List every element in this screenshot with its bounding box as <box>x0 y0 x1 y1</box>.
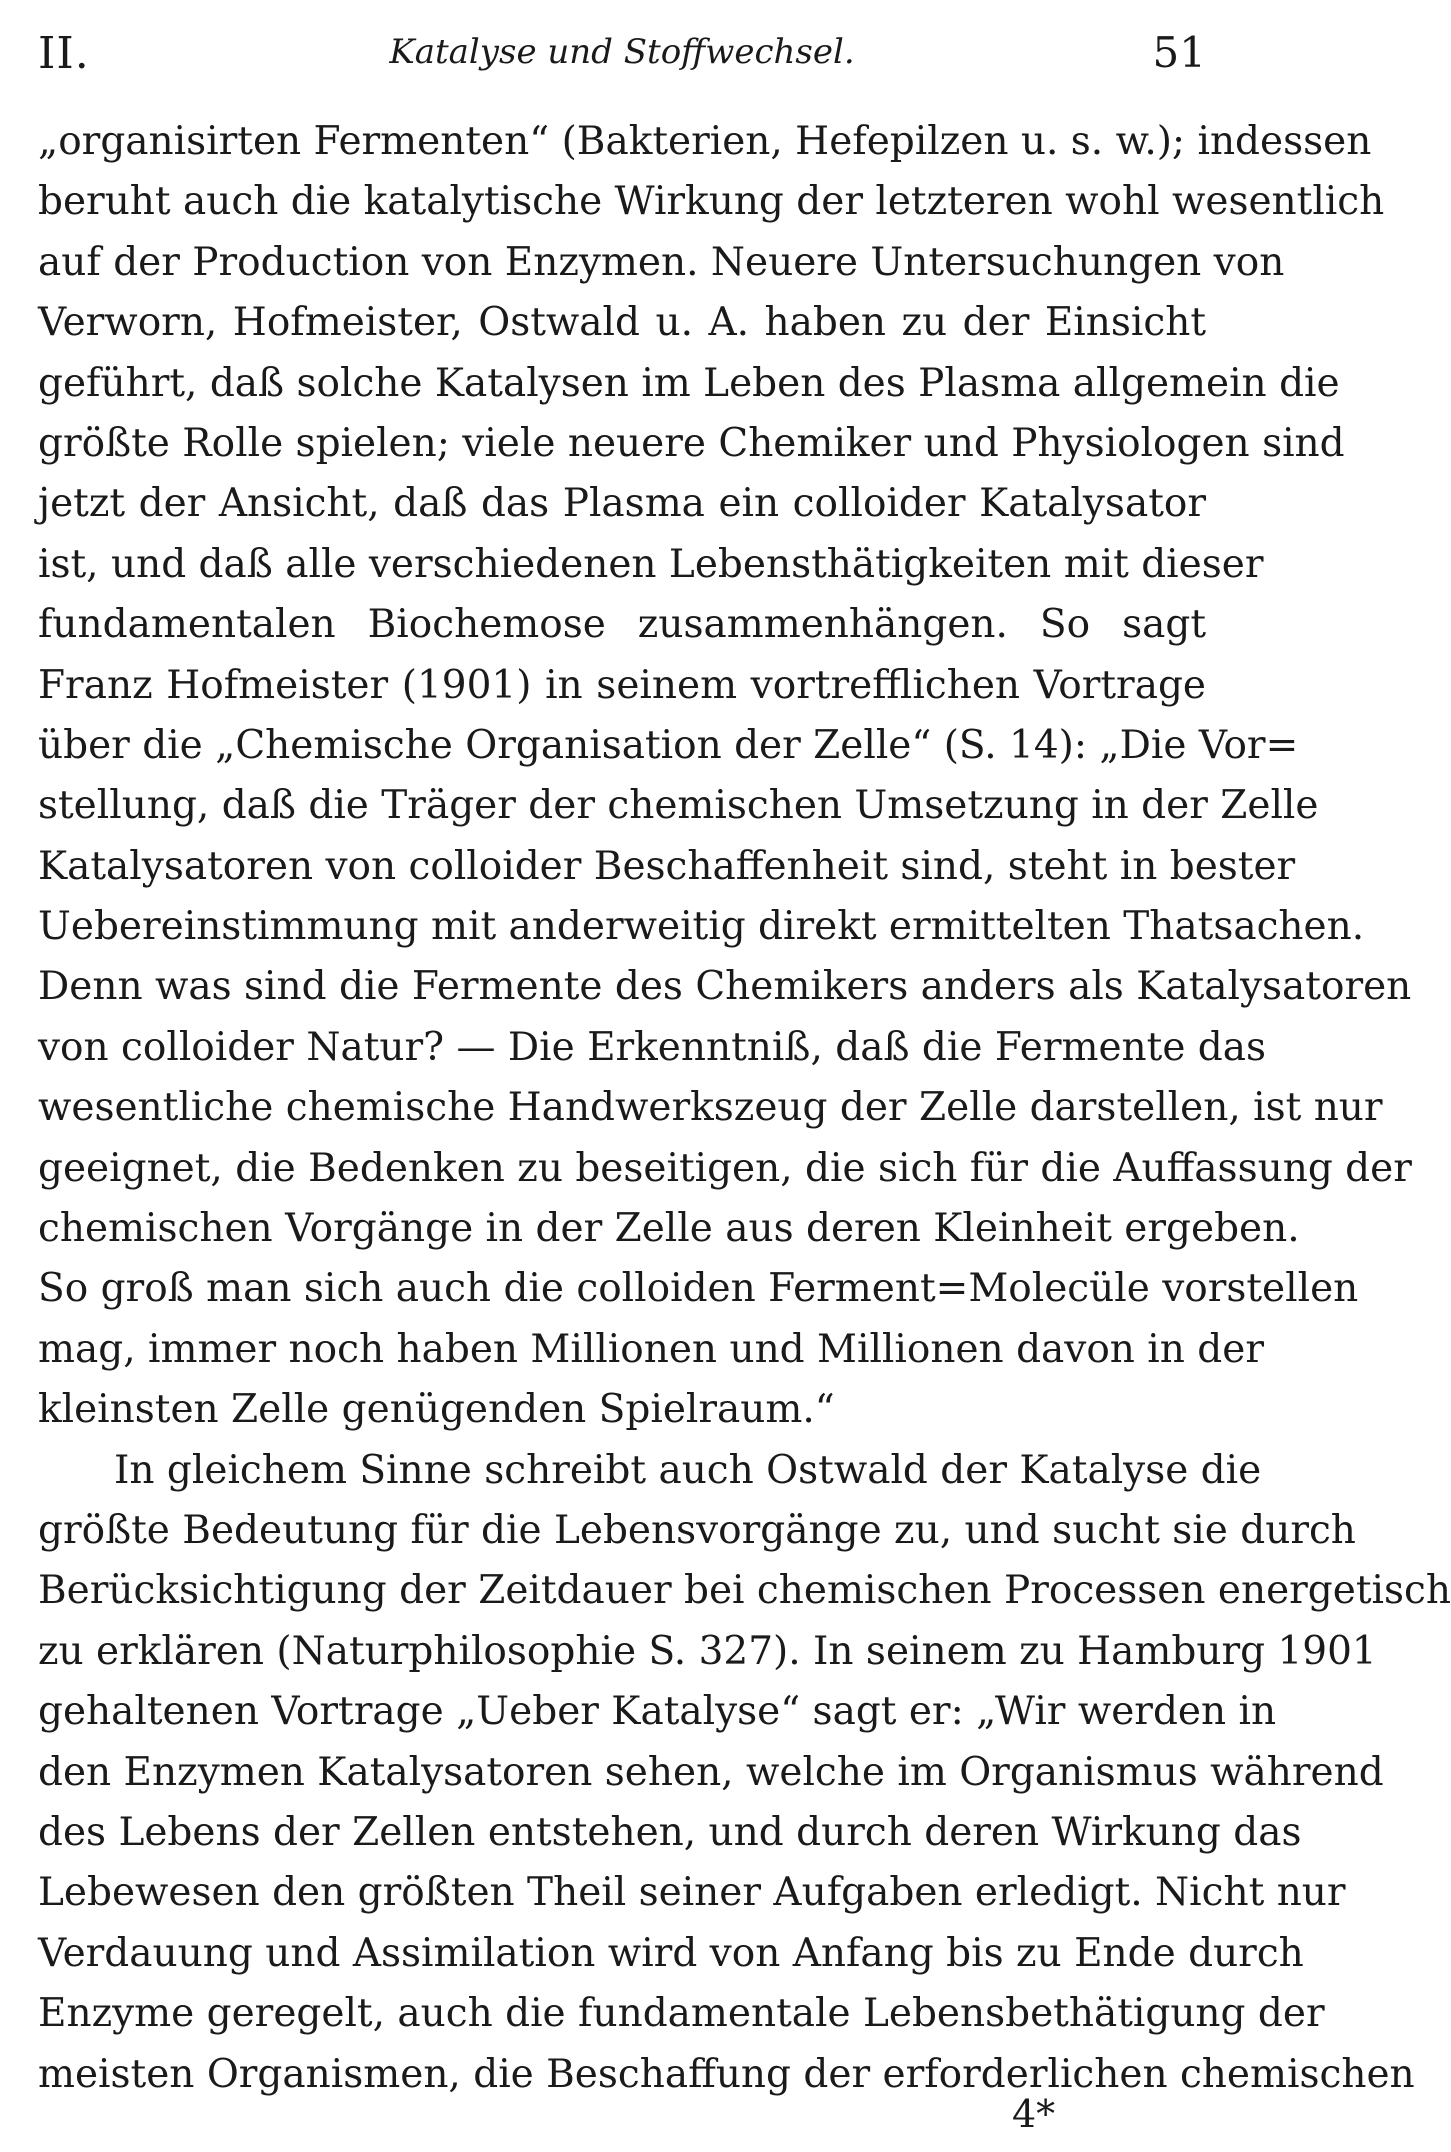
text-line: wesentliche chemische Handwerkszeug der Zelle darstellen, ist nur <box>38 1085 1383 1131</box>
text-line: Verworn, Hofmeister, Ostwald u. A. haben zu der Einsicht <box>38 300 1206 346</box>
text-line: Denn was sind die Fermente des Chemikers anders als Katalysatoren <box>38 964 1412 1010</box>
text-line: des Lebens der Zellen entstehen, und durch deren Wirkung das <box>38 1809 1302 1855</box>
text-line: den Enzymen Katalysatoren sehen, welche im Organismus während <box>38 1749 1384 1795</box>
section-number: II. <box>38 28 90 79</box>
text-line: geeignet, die Bedenken zu beseitigen, die sich für die Auffassung der <box>38 1145 1412 1191</box>
text-line: auf der Production von Enzymen. Neuere Untersuchungen von <box>38 239 1285 285</box>
text-line: jetzt der Ansicht, daß das Plasma ein colloider Katalysator <box>38 481 1206 527</box>
text-line: gehaltenen Vortrage „Ueber Katalyse“ sagt er: „Wir werden in <box>38 1689 1277 1735</box>
text-line: Franz Hofmeister (1901) in seinem vortrefflichen Vortrage <box>38 662 1206 708</box>
text-line: größte Rolle spielen; viele neuere Chemiker und Physiologen sind <box>38 420 1345 466</box>
running-title: Katalyse und Stoffwechsel. <box>389 32 855 72</box>
text-line: fundamentalen Biochemose zusammenhängen. So sagt <box>38 602 1206 648</box>
signature-mark: 4* <box>1012 2092 1056 2136</box>
text-line: meisten Organismen, die Beschaffung der erforderlichen chemischen <box>38 2051 1415 2097</box>
text-line: In gleichem Sinne schreibt auch Ostwald der Katalyse die <box>114 1447 1262 1493</box>
text-line: ist, und daß alle verschiedenen Lebensthätigkeiten mit dieser <box>38 541 1264 587</box>
text-line: größte Bedeutung für die Lebensvorgänge zu, und sucht sie durch <box>38 1507 1356 1553</box>
page-number: 51 <box>1152 28 1206 77</box>
body-text <box>38 112 1451 2105</box>
text-line: Lebewesen den größten Theil seiner Aufgaben erledigt. Nicht nur <box>38 1870 1346 1916</box>
text-line: Verdauung und Assimilation wird von Anfang bis zu Ende durch <box>38 1930 1304 1976</box>
text-line: zu erklären (Naturphilosophie S. 327). In seinem zu Hamburg 1901 <box>38 1628 1377 1674</box>
text-line: Uebereinstimmung mit anderweitig direkt ermittelten Thatsachen. <box>38 904 1365 950</box>
text-line: von colloider Natur? — Die Erkenntniß, daß die Fermente das <box>38 1024 1267 1070</box>
text-line: Berücksichtigung der Zeitdauer bei chemischen Processen energetisch <box>38 1568 1451 1614</box>
text-line: stellung, daß die Träger der chemischen Umsetzung in der Zelle <box>38 783 1319 829</box>
running-header <box>38 22 1206 82</box>
text-line: über die „Chemische Organisation der Zelle“ (S. 14): „Die Vor= <box>38 722 1299 768</box>
text-line: geführt, daß solche Katalysen im Leben des Plasma allgemein die <box>38 360 1340 406</box>
text-line: chemischen Vorgänge in der Zelle aus deren Kleinheit ergeben. <box>38 1206 1300 1252</box>
text-line: beruht auch die katalytische Wirkung der letzteren wohl wesentlich <box>38 179 1385 225</box>
text-line: mag, immer noch haben Millionen und Millionen davon in der <box>38 1326 1264 1372</box>
text-line: Katalysatoren von colloider Beschaffenheit sind, steht in bester <box>38 843 1296 889</box>
text-line: So groß man sich auch die colloiden Ferment=Molecüle vorstellen <box>38 1266 1359 1312</box>
text-line: „organisirten Fermenten“ (Bakterien, Hefepilzen u. s. w.); indessen <box>38 119 1372 164</box>
text-line: Enzyme geregelt, auch die fundamentale Lebensbethätigung der <box>38 1991 1325 2037</box>
text-line: kleinsten Zelle genügenden Spielraum.“ <box>38 1387 835 1433</box>
